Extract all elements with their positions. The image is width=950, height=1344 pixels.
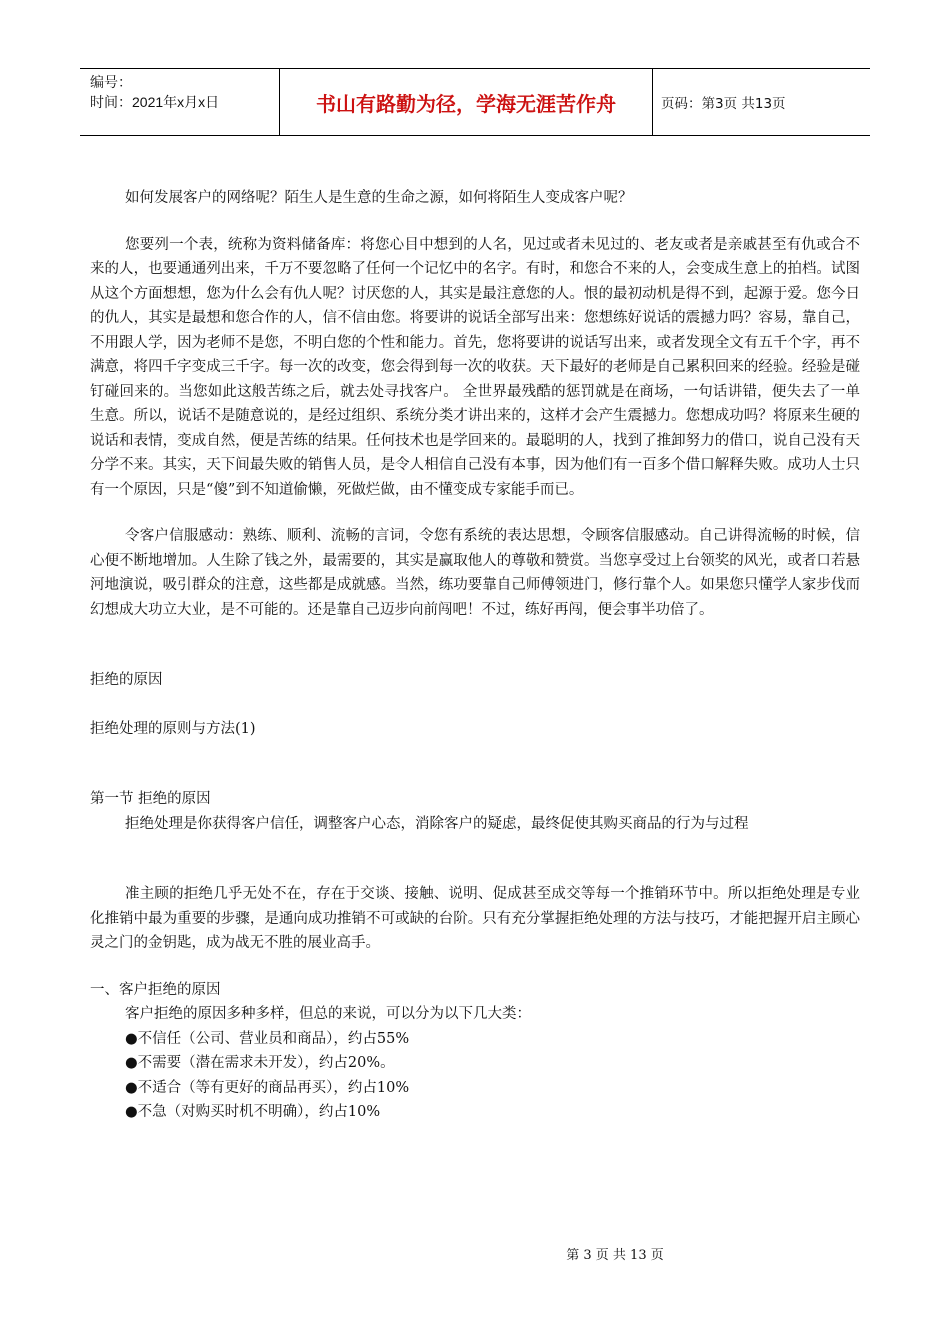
list-item: ●不信任（公司、营业员和商品），约占55% xyxy=(125,1030,410,1047)
paragraph-rejection-everywhere: 准主顾的拒绝几乎无处不在，存在于交谈、接触、说明、促成甚至成交等每一个推销环节中。所以拒绝处理是专业化推销中最为重要的步骤，是通向成功推销不可或缺的台阶。只有充分掌握拒绝处理的方法与技巧，才能把握开启主顾心灵之门的金钥匙，成为战无不胜的展业高手。 xyxy=(90,886,860,951)
page-header xyxy=(80,68,870,136)
heading-rejection-reasons: 拒绝的原因 xyxy=(90,672,163,688)
list-item: ●不适合（等有更好的商品再买），约占10% xyxy=(125,1079,410,1096)
paragraph-intro: 如何发展客户的网络呢？陌生人是生意的生命之源，如何将陌生人变成客户呢？ xyxy=(125,190,633,206)
paragraph-definition: 拒绝处理是你获得客户信任，调整客户心态，消除客户的疑虑，最终促使其购买商品的行为与过程 xyxy=(125,815,749,832)
document-date-label: 时间：2021年x月x日 xyxy=(90,94,220,110)
list-item: ●不急（对购买时机不明确），约占10% xyxy=(125,1104,381,1120)
list-item: ●不需要（潜在需求未开发），约占20%。 xyxy=(125,1055,395,1071)
header-motto: 书山有路勤为径，学海无涯苦作舟 xyxy=(280,69,653,135)
header-meta-cell xyxy=(80,69,280,135)
header-page-number: 页码：第3页 共13页 xyxy=(661,96,786,112)
document-number-label: 编号： xyxy=(90,74,132,90)
paragraph-convince-customers: 令客户信服感动：熟练、顺利、流畅的言词，令您有系统的表达思想，令顾客信服感动。自己讲得流畅的时候，信心便不断地增加。人生除了钱之外，最需要的，其实是赢取他人的尊敬和赞赏。当您享受过上台领奖的风光，或者口若悬河地演说，吸引群众的注意，这些都是成就感。当然，练功要靠自己师傅领进门，修行靠个人。如果您只懂学人家步伐而幻想成大功立大业，是不可能的。还是靠自己迈步向前闯吧！不过，练好再闯，便会事半功倍了。 xyxy=(90,528,860,618)
paragraph-categories: 客户拒绝的原因多种多样，但总的来说，可以分为以下几大类： xyxy=(125,1006,531,1022)
subheading-customer-reasons: 一、客户拒绝的原因 xyxy=(90,981,221,998)
paragraph-resource-list: 您要列一个表，统称为资料储备库：将您心目中想到的人名，见过或者未见过的、老友或者是亲戚甚至有仇或合不来的人，也要通通列出来，千万不要忽略了任何一个记忆中的名字。有时，和您合不来的人，会变成生意上的拍档。试图从这个方面想想，您为什么会有仇人呢？讨厌您的人，其实是最注意您的人。恨的最初动机是得不到，起源于爱。您今日的仇人，其实是最想和您合作的人，信不信由您。将要讲的说话全部写出来：您想练好说话的震撼力吗？容易，靠自己，不用跟人学，因为老师不是您，不明白您的个性和能力。首先，您将要讲的说话写出来，或者发现全文有五千个字，再不满意，将四千字变成三千字。每一次的改变，您会得到每一次的收获。天下最好的老师是自己累积回来的经验。经验是碰钉碰回来的。当您如此这般苦练之后，就去处寻找客户。 全世界最残酷的惩罚就是在商场，一句话讲错，便失去了一单生意。所以，说话不是随意说的，是经过组织、系统分类才讲出来的，这样才会产生震撼力。您想成功吗？将原来生硬的说话和表情，变成自然，便是苦练的结果。任何技术也是学回来的。最聪明的人，找到了推卸努力的借口，说自己没有天分学不来。其实，天下间最失败的销售人员，是令人相信自己没有本事，因为他们有一百多个借口解释失败。成功人士只有一个原因，只是“傻”到不知道偷懒，死做烂做，由不懂变成专家能手而已。 xyxy=(90,236,860,498)
section-title: 第一节 拒绝的原因 xyxy=(90,791,211,807)
heading-rejection-principles: 拒绝处理的原则与方法(1) xyxy=(90,720,256,737)
page-footer: 第 3 页 共 13 页 xyxy=(566,1248,664,1263)
document-body xyxy=(90,186,860,1125)
